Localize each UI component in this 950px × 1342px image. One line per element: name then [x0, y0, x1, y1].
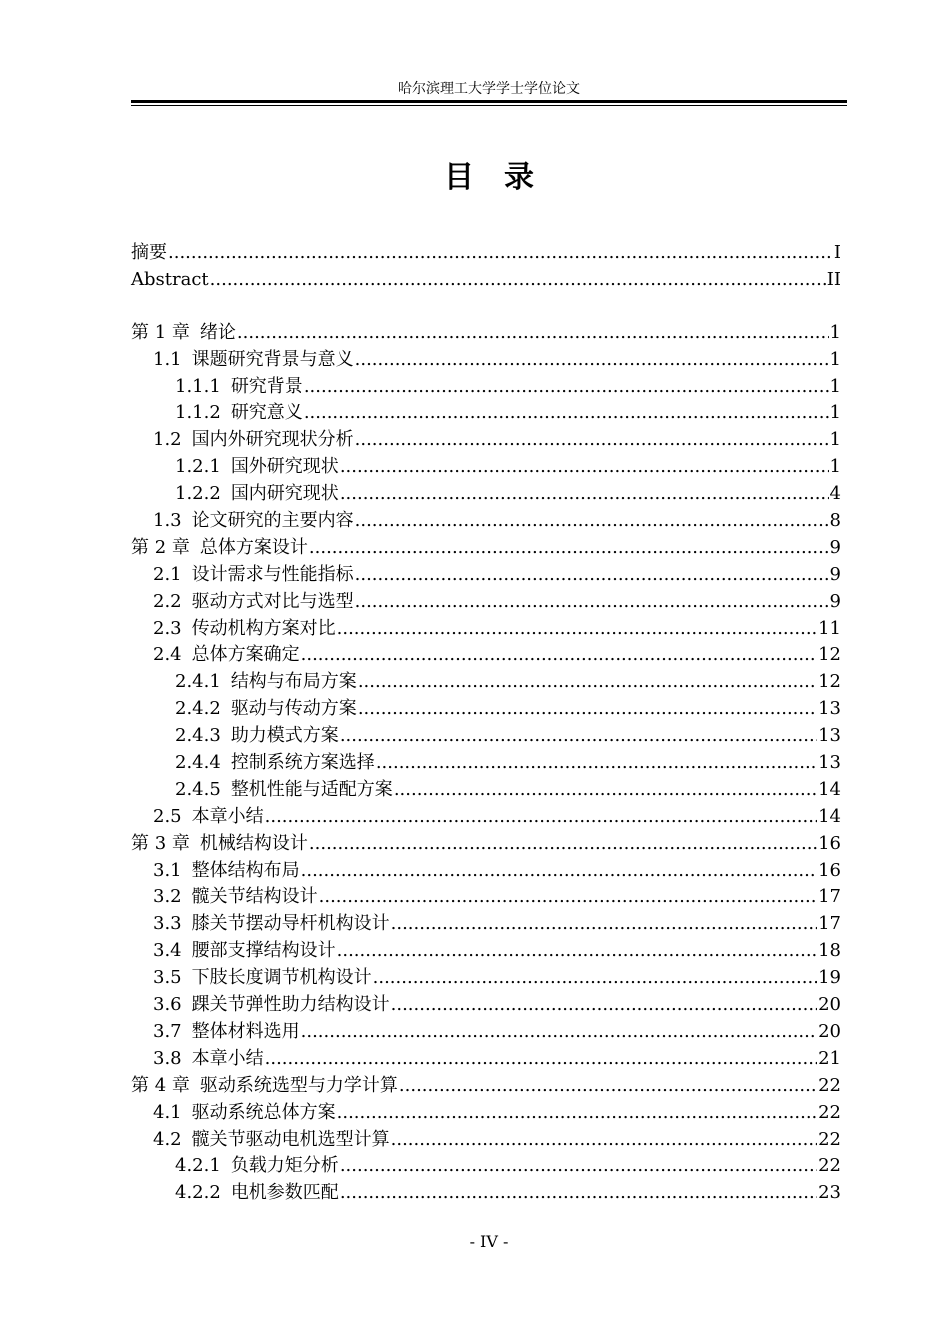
- page-number: - IV -: [469, 1232, 509, 1251]
- toc-entry-label: [153, 911, 390, 938]
- toc-entry-page: 16: [818, 859, 841, 881]
- toc-entry-number: 2.1: [153, 563, 182, 585]
- toc-leader-dots: [301, 858, 817, 885]
- toc-entry-title: 传动机构方案对比: [191, 617, 336, 639]
- toc-leader-dots: [237, 320, 829, 347]
- toc-entry-title: 整体材料选用: [191, 1020, 300, 1042]
- toc-entry-label: [175, 481, 339, 508]
- toc-entry-title: 设计需求与性能指标: [191, 563, 354, 585]
- toc-entry-title: 国外研究现状: [230, 456, 339, 478]
- toc-leader-dots: [340, 1180, 817, 1207]
- toc-entry-label: [175, 723, 339, 750]
- toc-section-entry[interactable]: [131, 1046, 841, 1073]
- toc-section-entry[interactable]: [131, 562, 841, 589]
- toc-leader-dots: [399, 1073, 817, 1100]
- toc-entry-number: 3.2: [153, 886, 182, 908]
- toc-entry-page: 17: [818, 886, 841, 908]
- toc-leader-dots: [355, 589, 829, 616]
- toc-entry-number: 3.4: [153, 940, 182, 962]
- toc-section-entry[interactable]: [131, 454, 841, 481]
- toc-entry-number: 4.1: [153, 1101, 182, 1123]
- toc-section-entry[interactable]: [131, 427, 841, 454]
- toc-section-entry[interactable]: [131, 884, 841, 911]
- toc-entry-title: 电机参数匹配: [230, 1182, 339, 1204]
- toc-entry-number: 1.1.1: [175, 375, 221, 397]
- toc-chapter-list: [131, 320, 841, 1207]
- toc-leader-dots: [391, 992, 817, 1019]
- toc-leader-dots: [309, 831, 817, 858]
- toc-entry-title: 腰部支撑结构设计: [191, 940, 336, 962]
- toc-entry-label: [153, 589, 354, 616]
- toc-entry-label: [153, 965, 372, 992]
- toc-entry-page: 16: [818, 832, 841, 854]
- toc-entry-page: 1: [829, 402, 841, 424]
- toc-entry-number: 2.2: [153, 590, 182, 612]
- toc-entry-number: 3.8: [153, 1047, 182, 1069]
- toc-entry-title: 结构与布局方案: [230, 671, 357, 693]
- toc-entry-title: 驱动方式对比与选型: [191, 590, 354, 612]
- toc-entry-label: [153, 884, 318, 911]
- toc-entry-number: 3.3: [153, 913, 182, 935]
- toc-section-entry[interactable]: [131, 1100, 841, 1127]
- toc-entry-title: 髋关节结构设计: [191, 886, 318, 908]
- toc-entry-label: [175, 696, 357, 723]
- toc-leader-dots: [168, 240, 833, 267]
- toc-section-entry[interactable]: [131, 642, 841, 669]
- toc-entry-label: [153, 992, 390, 1019]
- toc-section-entry[interactable]: [131, 347, 841, 374]
- toc-leader-dots: [355, 347, 829, 374]
- toc-section-entry[interactable]: [131, 858, 841, 885]
- toc-section-entry[interactable]: [131, 696, 841, 723]
- toc-leader-dots: [301, 642, 817, 669]
- toc-leader-dots: [319, 884, 817, 911]
- toc-entry-title: 助力模式方案: [230, 725, 339, 747]
- toc-chapter-entry[interactable]: [131, 831, 841, 858]
- toc-entry-number: 4.2: [153, 1128, 182, 1150]
- toc-entry-number: 3.7: [153, 1020, 182, 1042]
- toc-section-entry[interactable]: [131, 750, 841, 777]
- toc-leader-dots: [337, 938, 817, 965]
- toc-leader-dots: [340, 454, 829, 481]
- toc-entry-page: 23: [818, 1182, 841, 1204]
- toc-entry-title: 课题研究背景与意义: [191, 348, 354, 370]
- toc-entry-number: 第 2 章: [131, 536, 190, 558]
- toc-leader-dots: [210, 267, 826, 294]
- toc-entry-number: 4.2.1: [175, 1155, 221, 1177]
- toc-leader-dots: [358, 696, 817, 723]
- toc-section-entry[interactable]: [131, 723, 841, 750]
- toc-entry-number: 2.4.5: [175, 778, 221, 800]
- toc-leader-dots: [340, 481, 829, 508]
- toc-leader-dots: [337, 1100, 817, 1127]
- toc-entry-number: 1.3: [153, 510, 182, 532]
- toc-entry-label: [175, 750, 375, 777]
- toc-entry-abstract-en[interactable]: [131, 267, 841, 294]
- toc-leader-dots: [373, 965, 817, 992]
- toc-section-entry[interactable]: [131, 1153, 841, 1180]
- toc-entry-title: 论文研究的主要内容: [191, 510, 354, 532]
- table-of-contents: [131, 240, 841, 1207]
- toc-section-entry[interactable]: [131, 400, 841, 427]
- toc-leader-dots: [340, 723, 817, 750]
- toc-section-entry[interactable]: [131, 374, 841, 401]
- toc-entry-number: 1.2.2: [175, 483, 221, 505]
- toc-section-entry[interactable]: [131, 508, 841, 535]
- toc-entry-title: 研究意义: [230, 402, 303, 424]
- toc-entry-number: 1.2.1: [175, 456, 221, 478]
- toc-entry-label: Abstract: [131, 268, 209, 290]
- toc-entry-label: [131, 1073, 398, 1100]
- toc-entry-page: 12: [818, 671, 841, 693]
- toc-section-entry[interactable]: [131, 481, 841, 508]
- toc-entry-title: 总体方案确定: [191, 644, 300, 666]
- header-rule-thin: [131, 105, 847, 106]
- toc-entry-label: [153, 1127, 390, 1154]
- toc-entry-number: 2.3: [153, 617, 182, 639]
- toc-leader-dots: [265, 1046, 817, 1073]
- toc-leader-dots: [358, 669, 817, 696]
- toc-entry-label: [153, 1046, 264, 1073]
- toc-entry-title: 负载力矩分析: [230, 1155, 339, 1177]
- toc-entry-abstract-cn[interactable]: [131, 240, 841, 267]
- toc-section-entry[interactable]: [131, 1180, 841, 1207]
- toc-entry-number: 3.6: [153, 994, 182, 1016]
- toc-entry-label: [131, 535, 308, 562]
- toc-entry-title: 总体方案设计: [199, 536, 308, 558]
- toc-entry-title: 绪论: [199, 321, 236, 343]
- toc-entry-label: [175, 454, 339, 481]
- toc-entry-page: 18: [818, 940, 841, 962]
- toc-entry-page: 22: [818, 1101, 841, 1123]
- toc-entry-number: 2.4.3: [175, 725, 221, 747]
- toc-section-entry[interactable]: [131, 1127, 841, 1154]
- toc-entry-number: 2.5: [153, 805, 182, 827]
- toc-entry-title: 控制系统方案选择: [230, 752, 375, 774]
- toc-section-entry[interactable]: [131, 804, 841, 831]
- toc-entry-title: 机械结构设计: [199, 832, 308, 854]
- toc-entry-page: 17: [818, 913, 841, 935]
- toc-section-entry[interactable]: [131, 777, 841, 804]
- toc-entry-number: 第 4 章: [131, 1074, 190, 1096]
- toc-entry-number: 1.1.2: [175, 402, 221, 424]
- toc-entry-page: 13: [818, 698, 841, 720]
- toc-entry-page: 19: [818, 967, 841, 989]
- toc-entry-page: 9: [829, 590, 841, 612]
- toc-entry-title: 国内外研究现状分析: [191, 429, 354, 451]
- toc-entry-label: [175, 374, 303, 401]
- toc-leader-dots: [309, 535, 829, 562]
- header-rule-thick: [131, 100, 847, 103]
- toc-entry-label: 摘要: [131, 242, 167, 263]
- toc-entry-label: [153, 642, 300, 669]
- toc-section-entry[interactable]: [131, 669, 841, 696]
- toc-leader-dots: [376, 750, 817, 777]
- toc-entry-label: [153, 347, 354, 374]
- toc-entry-title: 膝关节摆动导杆机构设计: [191, 913, 390, 935]
- toc-entry-number: 1.2: [153, 429, 182, 451]
- toc-entry-title: 下肢长度调节机构设计: [191, 967, 372, 989]
- toc-entry-label: [153, 938, 336, 965]
- toc-entry-number: 3.5: [153, 967, 182, 989]
- toc-entry-page: 1: [829, 456, 841, 478]
- toc-chapter-entry[interactable]: [131, 320, 841, 347]
- toc-entry-title: 研究背景: [230, 375, 303, 397]
- toc-entry-title: 驱动与传动方案: [230, 698, 357, 720]
- toc-section-entry[interactable]: [131, 616, 841, 643]
- toc-leader-dots: [355, 562, 829, 589]
- toc-entry-title: 整体结构布局: [191, 859, 300, 881]
- toc-entry-title: 踝关节弹性助力结构设计: [191, 994, 390, 1016]
- toc-entry-page: 14: [818, 805, 841, 827]
- toc-entry-label: [153, 508, 354, 535]
- toc-entry-title: 国内研究现状: [230, 483, 339, 505]
- toc-chapter-entry[interactable]: [131, 535, 841, 562]
- toc-entry-label: [153, 858, 300, 885]
- toc-entry-page: I: [833, 242, 841, 263]
- toc-entry-label: [153, 1100, 336, 1127]
- toc-entry-label: [175, 400, 303, 427]
- toc-entry-page: 20: [818, 1020, 841, 1042]
- toc-entry-label: [131, 831, 308, 858]
- toc-entry-page: 9: [829, 536, 841, 558]
- toc-entry-label: [153, 562, 354, 589]
- toc-entry-page: 1: [829, 375, 841, 397]
- toc-section-entry[interactable]: [131, 589, 841, 616]
- toc-leader-dots: [337, 616, 817, 643]
- toc-entry-page: 4: [829, 483, 841, 505]
- toc-entry-number: 2.4.4: [175, 752, 221, 774]
- toc-entry-title: 本章小结: [191, 805, 264, 827]
- running-header: 哈尔滨理工大学学士学位论文: [398, 81, 580, 97]
- toc-entry-number: 2.4.2: [175, 698, 221, 720]
- toc-entry-page: 22: [818, 1128, 841, 1150]
- toc-entry-label: [175, 1180, 339, 1207]
- toc-entry-title: 本章小结: [191, 1047, 264, 1069]
- toc-entry-title: 驱动系统选型与力学计算: [199, 1074, 398, 1096]
- toc-entry-number: 3.1: [153, 859, 182, 881]
- toc-entry-number: 4.2.2: [175, 1182, 221, 1204]
- toc-entry-title: 整机性能与适配方案: [230, 778, 393, 800]
- toc-entry-number: 2.4.1: [175, 671, 221, 693]
- toc-section-entry[interactable]: [131, 992, 841, 1019]
- toc-entry-title: 驱动系统总体方案: [191, 1101, 336, 1123]
- toc-section-entry[interactable]: [131, 911, 841, 938]
- toc-entry-label: [175, 1153, 339, 1180]
- toc-spacer: [131, 294, 841, 320]
- toc-entry-title: 髋关节驱动电机选型计算: [191, 1128, 390, 1150]
- toc-leader-dots: [340, 1153, 817, 1180]
- toc-entry-page: 1: [829, 348, 841, 370]
- toc-section-entry[interactable]: [131, 965, 841, 992]
- toc-entry-page: 8: [829, 510, 841, 532]
- toc-leader-dots: [391, 1127, 817, 1154]
- toc-entry-label: [153, 804, 264, 831]
- toc-entry-page: 22: [818, 1155, 841, 1177]
- toc-section-entry[interactable]: [131, 938, 841, 965]
- toc-leader-dots: [304, 400, 829, 427]
- page-title: 目录: [444, 160, 564, 195]
- toc-entry-number: 2.4: [153, 644, 182, 666]
- toc-leader-dots: [391, 911, 817, 938]
- toc-leader-dots: [355, 508, 829, 535]
- toc-leader-dots: [301, 1019, 817, 1046]
- toc-entry-number: 1.1: [153, 348, 182, 370]
- toc-entry-page: 14: [818, 778, 841, 800]
- toc-leader-dots: [304, 374, 829, 401]
- toc-entry-label: [153, 1019, 300, 1046]
- toc-entry-page: 12: [818, 644, 841, 666]
- toc-entry-page: 20: [818, 994, 841, 1016]
- toc-entry-page: II: [826, 268, 841, 290]
- toc-entry-page: 1: [829, 321, 841, 343]
- toc-leader-dots: [394, 777, 817, 804]
- toc-entry-page: 9: [829, 563, 841, 585]
- toc-entry-number: 第 1 章: [131, 321, 190, 343]
- toc-entry-label: [153, 427, 354, 454]
- toc-entry-label: [131, 320, 236, 347]
- toc-entry-label: [153, 616, 336, 643]
- toc-section-entry[interactable]: [131, 1019, 841, 1046]
- toc-chapter-entry[interactable]: [131, 1073, 841, 1100]
- toc-entry-label: [175, 669, 357, 696]
- toc-entry-number: 第 3 章: [131, 832, 190, 854]
- toc-leader-dots: [355, 427, 829, 454]
- toc-entry-page: 1: [829, 429, 841, 451]
- toc-leader-dots: [265, 804, 817, 831]
- toc-entry-page: 13: [818, 752, 841, 774]
- toc-entry-page: 13: [818, 725, 841, 747]
- toc-entry-page: 11: [818, 617, 841, 639]
- toc-entry-label: [175, 777, 393, 804]
- toc-entry-page: 22: [818, 1074, 841, 1096]
- toc-entry-page: 21: [818, 1047, 841, 1069]
